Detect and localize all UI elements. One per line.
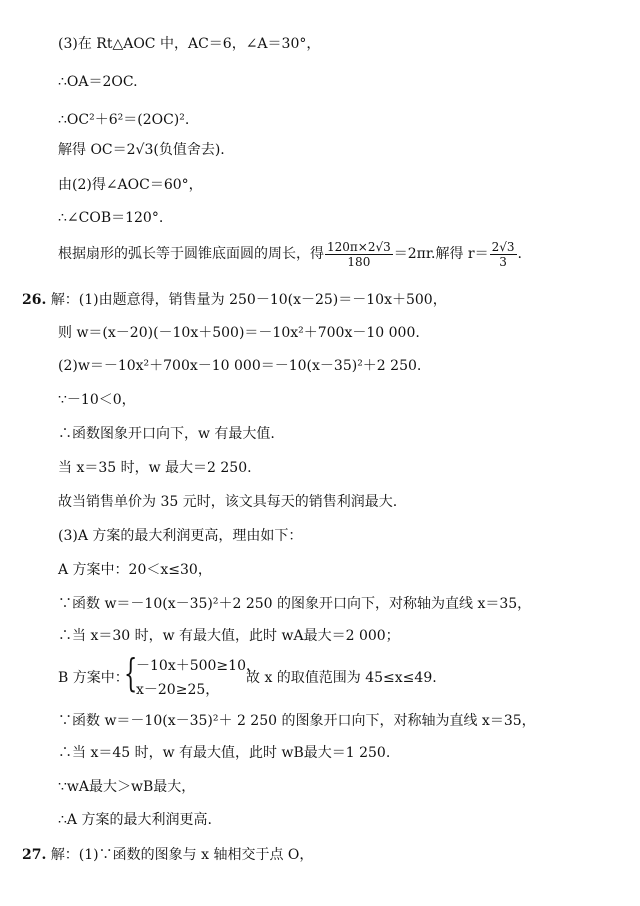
text-segment: 解：(1)由题意得，销售量为 250－10(x－25)＝－10x＋500， [50, 292, 447, 308]
text-line: ∵函数 w＝－10(x－35)²＋ 2 250 的图象开口向下，对称轴为直线 x＝35， [58, 713, 536, 729]
fraction-radius [490, 240, 517, 269]
text-line: ∴∠COB＝120°. [58, 210, 164, 226]
text-line: 故当销售单价为 35 元时，该文具每天的销售利润最大. [58, 494, 398, 510]
text-segment: ＝2πr.解得 r＝ [393, 246, 489, 262]
text-line: 当 x＝35 时，w 最大＝2 250. [58, 460, 252, 476]
text-line: 则 w＝(x－20)(－10x＋500)＝－10x²＋700x－10 000. [58, 325, 420, 341]
text-line: 故 x 的取值范围为 45≤x≤49. [246, 670, 437, 686]
text-segment: 根据扇形的弧长等于圆锥底面圆的周长，得 [58, 246, 324, 262]
fraction-arc-length [325, 240, 393, 269]
text-line-with-fractions [58, 238, 522, 270]
fraction-numerator: 2√3 [491, 239, 515, 254]
text-line: ∴A 方案的最大利润更高. [58, 812, 212, 828]
text-line: (3)在 Rt△AOC 中，AC＝6，∠A＝30°， [58, 36, 321, 52]
question-line [22, 845, 313, 865]
text-line: 由(2)得∠AOC＝60°， [58, 177, 203, 193]
text-line: ∴当 x＝30 时，w 有最大值，此时 wA最大＝2 000； [58, 628, 400, 644]
text-line: 解得 OC＝2√3(负值舍去). [58, 142, 225, 158]
text-line: ∴当 x＝45 时，w 有最大值，此时 wB最大＝1 250. [58, 745, 391, 761]
text-line: A 方案中：20＜x≤30， [58, 562, 212, 578]
fraction-denominator: 3 [499, 254, 507, 269]
text-line: ∴函数图象开口向下，w 有最大值. [58, 426, 275, 442]
inequality-top: －10x＋500≥10， [136, 658, 260, 674]
text-line: ∵wA最大＞wB最大， [58, 779, 196, 795]
fraction-numerator: 120π×2√3 [327, 239, 391, 254]
text-line: ∴OC²＋6²＝(2OC)². [58, 112, 190, 128]
text-segment: 解：(1)∵函数的图象与 x 轴相交于点 O， [50, 847, 314, 863]
question-line [22, 290, 447, 310]
text-line: B 方案中： [58, 670, 129, 686]
text-line: ∵函数 w＝－10(x－35)²＋2 250 的图象开口向下，对称轴为直线 x＝35， [58, 596, 532, 612]
fraction-denominator: 180 [347, 254, 371, 269]
left-brace-icon: { [124, 651, 138, 695]
question-number: 26. [22, 292, 47, 308]
text-line: (3)A 方案的最大利润更高，理由如下： [58, 528, 303, 544]
text-segment: . [517, 246, 522, 262]
inequality-bottom: x－20≥25， [136, 682, 220, 698]
text-line: (2)w＝－10x²＋700x－10 000＝－10(x－35)²＋2 250. [58, 358, 422, 374]
text-line: ∴OA＝2OC. [58, 74, 138, 90]
text-line: ∵－10＜0， [58, 392, 136, 408]
question-number: 27. [22, 847, 47, 863]
